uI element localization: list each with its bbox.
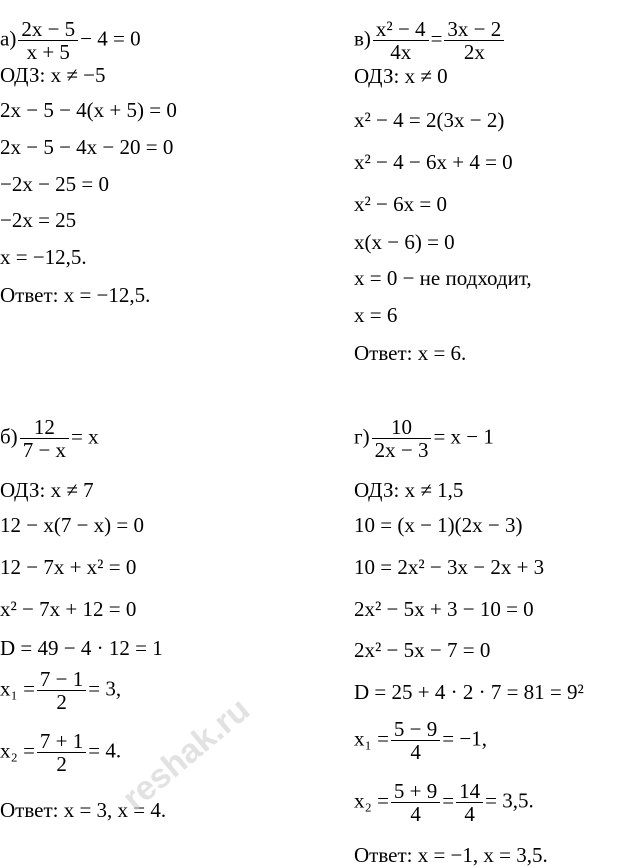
step-line: ОДЗ: x ≠ −5 — [0, 63, 106, 87]
fraction: $\frac{10}{2x - 3}$ — [372, 416, 432, 461]
step-line: ОДЗ: x ≠ 7 — [0, 478, 94, 502]
step-line: x(x − 6) = 0 — [354, 230, 455, 254]
step-line: 12 − 7x + x² = 0 — [0, 555, 137, 579]
fraction: $\frac{14}{4}$ — [456, 780, 483, 825]
step-line: 2x − 5 − 4x − 20 = 0 — [0, 135, 174, 159]
equation-a: а) $\frac{2x - 5}{x + 5}$ − 4 = 0 — [0, 17, 141, 64]
fraction: $\frac{3x - 2}{2x}$ — [444, 18, 504, 63]
fraction: $\frac{5 + 9}{4}$ — [391, 780, 440, 825]
answer-line: Ответ: x = 6. — [354, 341, 467, 365]
step-line: x² − 4 − 6x + 4 = 0 — [354, 150, 513, 174]
step-line: 10 = (x − 1)(2x − 3) — [354, 513, 523, 537]
step-line: 10 = 2x² − 3x − 2x + 3 — [354, 555, 545, 579]
step-line: x = 0 − не подходит, — [354, 266, 532, 290]
root-x1: x₁ = $\frac{5 - 9}{4}$ = −1, — [354, 717, 487, 764]
step-line: ОДЗ: x ≠ 0 — [354, 64, 448, 88]
step-line: 12 − x(7 − x) = 0 — [0, 513, 145, 537]
watermark: reshak.ru — [115, 690, 258, 818]
equation-v: в) $\frac{\text{x² − 4}}{4x}$ = $\frac{3x - 2}{2x}$ — [354, 18, 506, 63]
answer-line: Ответ: x = −12,5. — [0, 283, 151, 307]
root-x2: x₂ = $\frac{7 + 1}{2}$ = 4. — [0, 729, 122, 776]
step-line: x = −12,5. — [0, 245, 87, 269]
step-line: 2x² − 5x − 7 = 0 — [354, 638, 491, 662]
step-line: 2x² − 5x + 3 − 10 = 0 — [354, 597, 534, 621]
step-line: −2x = 25 — [0, 208, 77, 232]
step-line: ОДЗ: x ≠ 1,5 — [354, 478, 464, 502]
step-line: x = 6 — [354, 303, 398, 327]
fraction: $\frac{12}{7 - x}$ — [20, 416, 69, 461]
step-line: −2x − 25 = 0 — [0, 172, 110, 196]
answer-line: Ответ: x = 3, x = 4. — [0, 798, 167, 822]
step-line: x² − 4 = 2(3x − 2) — [354, 108, 505, 132]
step-line: 2x − 5 − 4(x + 5) = 0 — [0, 98, 177, 122]
fraction: $\frac{7 + 1}{2}$ — [37, 730, 86, 775]
fraction: $\frac{7 - 1}{2}$ — [37, 668, 86, 713]
fraction: $\frac{2x - 5}{x + 5}$ — [18, 18, 78, 63]
fraction: $\frac{5 - 9}{4}$ — [391, 718, 440, 763]
root-x1: x₁ = $\frac{7 - 1}{2}$ = 3, — [0, 667, 122, 714]
step-line: D = 49 − 4 · 12 = 1 — [0, 636, 163, 660]
step-line: x² − 6x = 0 — [354, 192, 447, 216]
step-line: x² − 7x + 12 = 0 — [0, 597, 137, 621]
equation-b: б) $\frac{12}{7 - x}$ = x — [0, 415, 99, 462]
equation-g: г) $\frac{10}{2x - 3}$ = x − 1 — [354, 415, 494, 462]
discriminant-line: D = 25 + 4 · 2 · 7 = 81 = 9² — [354, 680, 584, 704]
root-x2: x₂ = $\frac{5 + 9}{4}$ = $\frac{14}{4}$ = 3,5. — [354, 779, 534, 826]
fraction: $\frac{\text{x² − 4}}{4x}$ — [373, 18, 429, 63]
answer-line: Ответ: x = −1, x = 3,5. — [354, 843, 548, 867]
